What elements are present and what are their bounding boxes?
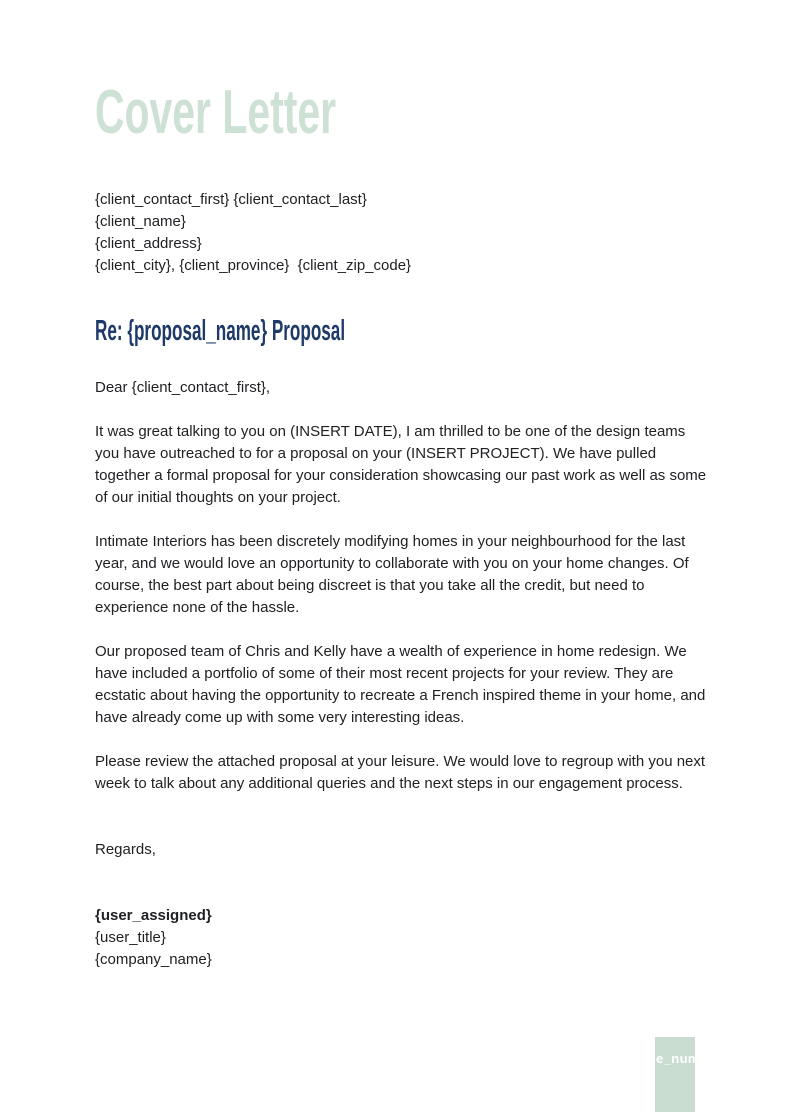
page-number-accent-bar	[655, 1037, 695, 1112]
recipient-city-province-zip: {client_city}, {client_province} {client_zip_code}	[95, 257, 412, 274]
letter-paragraph-1: It was great talking to you on (INSERT DATE), I am thrilled to be one of the design teams you have outreached to for a proposal on your (INSERT PROJECT). We have pulled together a formal proposal for your consideration showcasing our past work as well as some of our initial thoughts on your project.	[95, 423, 707, 506]
signature-name: {user_assigned}	[95, 907, 212, 924]
letter-paragraph-4: Please review the attached proposal at your leisure. We would love to regroup with you next week to talk about any additional queries and the next steps in our engagement process.	[95, 753, 706, 792]
signature-block	[95, 905, 707, 971]
recipient-address-block	[95, 189, 411, 277]
page-number-placeholder: {page_number}	[626, 1051, 727, 1066]
letter-paragraph-2: Intimate Interiors has been discretely modifying homes in your neighbourhood for the last year, and we would love an opportunity to collaborate with you on your home changes. Of course, the best part about being discreet is that you take all the credit, but need to experience none of the hassle.	[95, 533, 689, 616]
recipient-contact-name: {client_contact_first} {client_contact_last}	[95, 191, 367, 208]
letter-paragraph-3: Our proposed team of Chris and Kelly have a wealth of experience in home redesign. We have included a portfolio of some of their most recent projects for your review. They are ecstatic about having the opportunity to recreate a French inspired theme in your home, and have already come up with some very interesting ideas.	[95, 643, 706, 726]
letter-body	[95, 377, 707, 971]
salutation: Dear {client_contact_first},	[95, 379, 271, 396]
recipient-address: {client_address}	[95, 235, 202, 252]
page-title: Cover Letter	[95, 78, 337, 147]
subject-heading: Re: {proposal_name} Proposal	[95, 315, 346, 347]
signature-title: {user_title}	[95, 929, 166, 946]
recipient-client-name: {client_name}	[95, 213, 186, 230]
closing-salutation: Regards,	[95, 841, 156, 858]
signature-company: {company_name}	[95, 951, 212, 968]
